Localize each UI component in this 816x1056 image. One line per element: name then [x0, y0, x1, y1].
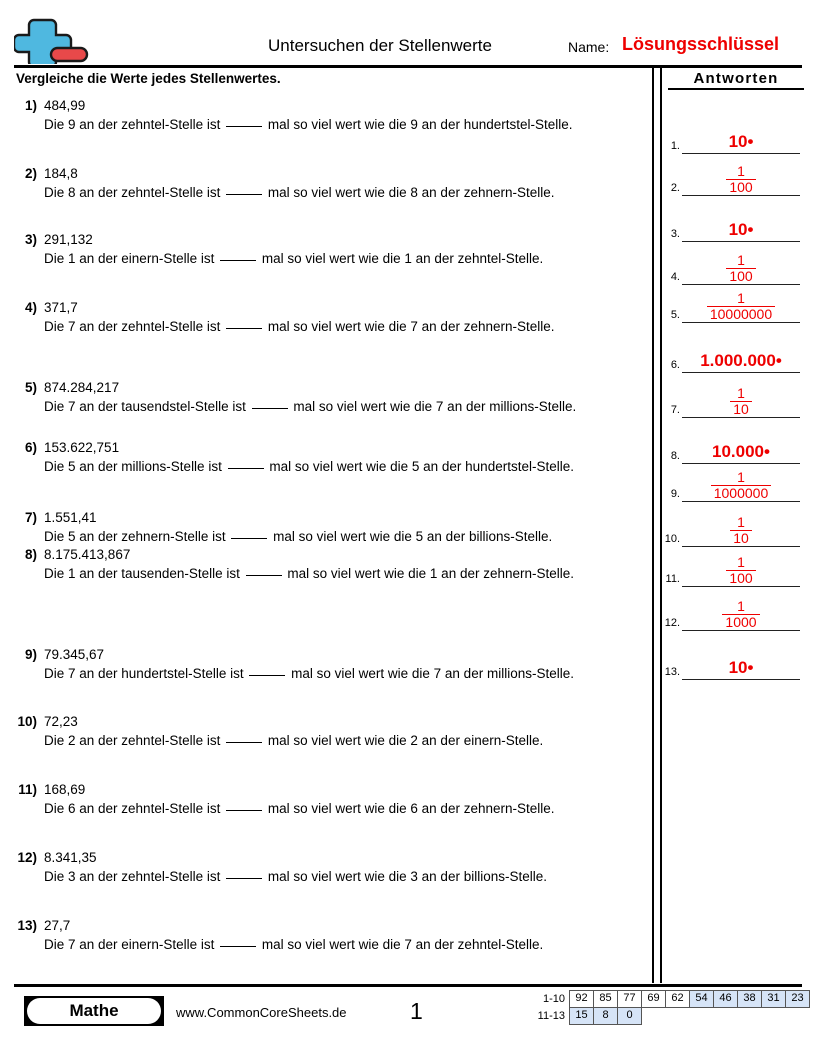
- question-body: [44, 780, 650, 818]
- score-cell: 85: [593, 990, 618, 1008]
- answers-heading: Antworten: [668, 70, 804, 90]
- question-text-after: mal so viel wert wie die 7 an der zehntel-Stelle.: [258, 937, 544, 952]
- question-text: [44, 867, 650, 886]
- answer-blank[interactable]: [246, 575, 282, 576]
- answer-blank-line[interactable]: [682, 372, 800, 373]
- answer-blank[interactable]: [252, 408, 288, 409]
- header-divider: [14, 65, 802, 68]
- question-text-after: mal so viel wert wie die 6 an der zehnern-Stelle.: [264, 801, 555, 816]
- question-number: 4): [24, 300, 37, 315]
- question-text-after: mal so viel wert wie die 7 an der millions-Stelle.: [287, 666, 574, 681]
- question-text-after: mal so viel wert wie die 1 an der zehnern-Stelle.: [283, 566, 575, 581]
- answer-row: [658, 422, 804, 464]
- fraction-numerator: 1: [737, 514, 745, 530]
- answer-blank[interactable]: [220, 260, 256, 261]
- answer-number: 4.: [670, 271, 680, 283]
- question-text-before: Die 9 an der zehntel-Stelle ist: [44, 117, 225, 132]
- question-row: [10, 508, 650, 546]
- answer-row: [658, 331, 804, 373]
- question-value: 27,7: [44, 918, 71, 933]
- question-row: [10, 545, 650, 583]
- question-value: 168,69: [44, 782, 86, 797]
- question-row: [10, 230, 650, 268]
- question-text-before: Die 2 an der zehntel-Stelle ist: [44, 733, 225, 748]
- answer-fraction: [682, 470, 800, 501]
- score-cell: 62: [665, 990, 690, 1008]
- fraction-numerator: 1: [737, 598, 745, 614]
- answer-row: [658, 200, 804, 242]
- question-number: 5): [24, 380, 37, 395]
- answer-number: 10.: [664, 533, 680, 545]
- score-cell: 0: [617, 1007, 642, 1025]
- answer-blank[interactable]: [226, 328, 262, 329]
- question-row: [10, 916, 650, 954]
- score-cell: 69: [641, 990, 666, 1008]
- answer-row: [658, 154, 804, 196]
- question-text-after: mal so viel wert wie die 2 an der einern-Stelle.: [264, 733, 544, 748]
- question-text-before: Die 1 an der tausenden-Stelle ist: [44, 566, 244, 581]
- question-number: 12): [17, 850, 37, 865]
- question-row: [10, 164, 650, 202]
- question-body: [44, 645, 650, 683]
- question-text-before: Die 7 an der tausendstel-Stelle ist: [44, 399, 250, 414]
- answer-row: [658, 505, 804, 547]
- score-cell: 8: [593, 1007, 618, 1025]
- question-row: [10, 712, 650, 750]
- question-text: [44, 799, 650, 818]
- site-url: www.CommonCoreSheets.de: [176, 1005, 347, 1020]
- answer-fraction: [682, 253, 800, 284]
- answer-number: 3.: [670, 228, 680, 240]
- answer-blank[interactable]: [220, 946, 256, 947]
- score-row-label: 1-10: [542, 993, 565, 1005]
- question-number: 1): [24, 98, 37, 113]
- fraction-numerator: 1: [737, 385, 745, 401]
- question-text: [44, 731, 650, 750]
- question-body: [44, 164, 650, 202]
- score-cell: 15: [569, 1007, 594, 1025]
- question-text-after: mal so viel wert wie die 3 an der billions-Stelle.: [264, 869, 547, 884]
- answer-row: [658, 545, 804, 587]
- fraction-denominator: 100: [726, 179, 755, 195]
- question-body: [44, 545, 650, 583]
- fraction-numerator: 1: [737, 554, 745, 570]
- question-row: [10, 378, 650, 416]
- answer-value: 10•: [728, 658, 754, 677]
- fraction-denominator: 100: [726, 268, 755, 284]
- question-value: 79.345,67: [44, 647, 105, 662]
- answer-fraction: [682, 164, 800, 195]
- question-text: [44, 397, 650, 416]
- answer-value: 10•: [728, 220, 754, 239]
- score-cell: 46: [713, 990, 738, 1008]
- answer-number: 8.: [670, 450, 680, 462]
- question-text: [44, 457, 650, 476]
- question-number: 11): [18, 782, 37, 797]
- score-cell: 54: [689, 990, 714, 1008]
- score-cell: 77: [617, 990, 642, 1008]
- answer-number: 1.: [670, 140, 680, 152]
- answer-number: 6.: [670, 359, 680, 371]
- answer-number: 13.: [664, 666, 680, 678]
- question-row: [10, 298, 650, 336]
- question-number: 10): [17, 714, 37, 729]
- answer-row: [658, 376, 804, 418]
- fraction-denominator: 10: [730, 530, 752, 546]
- answer-blank[interactable]: [231, 538, 267, 539]
- score-cell: 38: [737, 990, 762, 1008]
- question-text: [44, 115, 650, 134]
- answer-blank[interactable]: [228, 468, 264, 469]
- score-row: [530, 991, 810, 1008]
- question-text: [44, 664, 650, 683]
- question-value: 72,23: [44, 714, 78, 729]
- answer-fraction: [682, 386, 800, 417]
- answer-row: [658, 589, 804, 631]
- question-value: 874.284,217: [44, 380, 120, 395]
- question-text-after: mal so viel wert wie die 8 an der zehnern-Stelle.: [264, 185, 555, 200]
- fraction-numerator: 1: [737, 290, 745, 306]
- score-cell: 23: [785, 990, 810, 1008]
- answer-number: 12.: [664, 617, 680, 629]
- question-text-after: mal so viel wert wie die 7 an der zehnern-Stelle.: [264, 319, 555, 334]
- fraction-numerator: 1: [737, 469, 745, 485]
- question-text-before: Die 5 an der millions-Stelle ist: [44, 459, 226, 474]
- question-text-after: mal so viel wert wie die 9 an der hundertstel-Stelle.: [264, 117, 573, 132]
- score-cell: 31: [761, 990, 786, 1008]
- answer-value: 10•: [728, 132, 754, 151]
- answer-fraction: [682, 555, 800, 586]
- answer-row: [658, 243, 804, 285]
- answer-key-badge: Lösungsschlüssel: [622, 34, 780, 54]
- question-number: 6): [24, 440, 37, 455]
- question-number: 3): [24, 232, 37, 247]
- question-number: 13): [17, 918, 37, 933]
- question-body: [44, 96, 650, 134]
- answer-blank-line[interactable]: [682, 586, 800, 587]
- score-cell: 92: [569, 990, 594, 1008]
- question-body: [44, 230, 650, 268]
- answer-blank[interactable]: [226, 194, 262, 195]
- question-text-after: mal so viel wert wie die 1 an der zehntel-Stelle.: [258, 251, 544, 266]
- question-value: 1.551,41: [44, 510, 97, 525]
- answer-blank[interactable]: [249, 675, 285, 676]
- question-value: 291,132: [44, 232, 93, 247]
- answer-number: 7.: [670, 404, 680, 416]
- question-body: [44, 916, 650, 954]
- answer-blank[interactable]: [226, 810, 262, 811]
- question-text-before: Die 7 an der einern-Stelle ist: [44, 937, 219, 952]
- question-row: [10, 96, 650, 134]
- question-text: [44, 527, 650, 546]
- answer-number: 2.: [670, 182, 680, 194]
- question-row: [10, 848, 650, 886]
- question-row: [10, 780, 650, 818]
- answer-blank-line[interactable]: [682, 241, 800, 242]
- fraction-numerator: 1: [737, 252, 745, 268]
- question-text: [44, 249, 650, 268]
- question-text-before: Die 1 an der einern-Stelle ist: [44, 251, 219, 266]
- question-body: [44, 378, 650, 416]
- answer-row: [658, 638, 804, 680]
- subject-badge: [24, 996, 164, 1026]
- question-number: 7): [24, 510, 37, 525]
- answer-number: 5.: [670, 309, 680, 321]
- question-text-before: Die 8 an der zehntel-Stelle ist: [44, 185, 225, 200]
- question-text-after: mal so viel wert wie die 7 an der millions-Stelle.: [289, 399, 577, 414]
- question-text: [44, 183, 650, 202]
- answer-value: 1.000.000•: [700, 351, 782, 370]
- fraction-denominator: 10: [730, 401, 752, 417]
- question-body: [44, 712, 650, 750]
- question-row: [10, 645, 650, 683]
- subject-badge-label: Mathe: [27, 998, 161, 1024]
- fraction-denominator: 100: [726, 570, 755, 586]
- answer-blank[interactable]: [226, 742, 262, 743]
- question-row: [10, 438, 650, 476]
- question-text-after: mal so viel wert wie die 5 an der billions-Stelle.: [269, 529, 553, 544]
- answer-blank-line[interactable]: [682, 417, 800, 418]
- question-text-before: Die 5 an der zehnern-Stelle ist: [44, 529, 230, 544]
- fraction-numerator: 1: [737, 163, 745, 179]
- answer-number: 9.: [670, 488, 680, 500]
- answer-fraction: [682, 599, 800, 630]
- question-text-before: Die 3 an der zehntel-Stelle ist: [44, 869, 225, 884]
- footer-divider: [14, 984, 802, 987]
- fraction-denominator: 10000000: [707, 306, 775, 322]
- question-text-before: Die 6 an der zehntel-Stelle ist: [44, 801, 225, 816]
- answer-blank-line[interactable]: [682, 195, 800, 196]
- question-text: [44, 564, 650, 583]
- page-title: Untersuchen der Stellenwerte: [268, 36, 492, 55]
- answer-row: [658, 112, 804, 154]
- question-value: 484,99: [44, 98, 86, 113]
- question-text: [44, 935, 650, 954]
- question-body: [44, 438, 650, 476]
- score-row-label: 11-13: [537, 1010, 565, 1022]
- answer-value: 10.000•: [712, 442, 770, 461]
- question-text-before: Die 7 an der hundertstel-Stelle ist: [44, 666, 248, 681]
- question-value: 184,8: [44, 166, 78, 181]
- answer-blank[interactable]: [226, 878, 262, 879]
- answer-blank-line[interactable]: [682, 630, 800, 631]
- question-body: [44, 848, 650, 886]
- question-value: 371,7: [44, 300, 78, 315]
- fraction-denominator: 1000: [722, 614, 759, 630]
- question-number: 2): [24, 166, 37, 181]
- question-text: [44, 317, 650, 336]
- score-row: [530, 1008, 810, 1025]
- name-label: Name:: [568, 39, 610, 55]
- plus-minus-logo-icon: [14, 18, 94, 64]
- answer-blank-line[interactable]: [682, 679, 800, 680]
- page-number: 1: [410, 998, 423, 1024]
- question-number: 9): [24, 647, 37, 662]
- question-number: 8): [24, 547, 37, 562]
- fraction-denominator: 1000000: [711, 485, 772, 501]
- answer-row: [658, 281, 804, 323]
- page-header: [0, 0, 816, 68]
- question-value: 153.622,751: [44, 440, 120, 455]
- question-value: 8.341,35: [44, 850, 97, 865]
- answer-fraction: [682, 291, 800, 322]
- answer-blank-line[interactable]: [682, 322, 800, 323]
- score-table: [530, 991, 810, 1025]
- answer-blank[interactable]: [226, 126, 262, 127]
- question-text-after: mal so viel wert wie die 5 an der hundertstel-Stelle.: [265, 459, 574, 474]
- question-body: [44, 508, 650, 546]
- answer-row: [658, 460, 804, 502]
- instructions-text: Vergleiche die Werte jedes Stellenwertes.: [16, 71, 281, 86]
- answer-number: 11.: [665, 573, 680, 585]
- question-text-before: Die 7 an der zehntel-Stelle ist: [44, 319, 225, 334]
- question-body: [44, 298, 650, 336]
- answer-fraction: [682, 515, 800, 546]
- question-value: 8.175.413,867: [44, 547, 131, 562]
- answer-blank-line[interactable]: [682, 501, 800, 502]
